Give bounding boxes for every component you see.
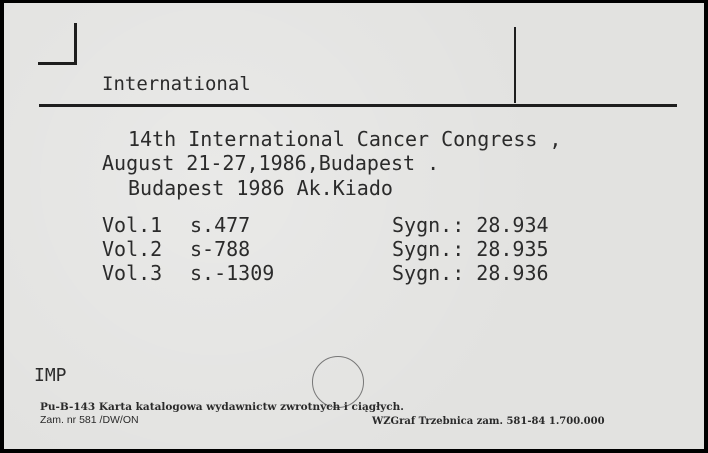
header-divider-vertical	[514, 27, 516, 103]
header-rule	[39, 104, 677, 107]
volume-label: Vol.3	[102, 261, 163, 285]
volume-label: Vol.2	[102, 237, 163, 261]
corner-mark-horizontal	[38, 62, 77, 65]
volume-signature: Sygn.: 28.936	[392, 261, 549, 285]
entry-date-line: August 21-27,1986,Budapest .	[102, 151, 440, 175]
imp-mark: IMP	[34, 365, 67, 386]
volume-signature: Sygn.: 28.934	[392, 213, 549, 237]
catalog-card	[4, 3, 704, 449]
footer-order-left: Zam. nr 581 /DW/ON	[40, 414, 139, 426]
entry-title-line: 14th International Cancer Congress ,	[128, 127, 562, 151]
card-heading: International	[102, 73, 251, 95]
corner-mark-vertical	[74, 23, 77, 65]
footer-order-right: WZGraf Trzebnica zam. 581-84 1.700.000	[372, 416, 605, 427]
volume-pages: s.-1309	[190, 261, 275, 285]
volume-signature: Sygn.: 28.935	[392, 237, 549, 261]
entry-publisher-line: Budapest 1986 Ak.Kiado	[128, 176, 393, 200]
footer-form-line: Pu-B-143 Karta katalogowa wydawnictw zwrotnych i ciągłych.	[40, 401, 404, 413]
volume-pages: s-788	[190, 237, 251, 261]
volume-label: Vol.1	[102, 213, 163, 237]
volume-pages: s.477	[190, 213, 251, 237]
